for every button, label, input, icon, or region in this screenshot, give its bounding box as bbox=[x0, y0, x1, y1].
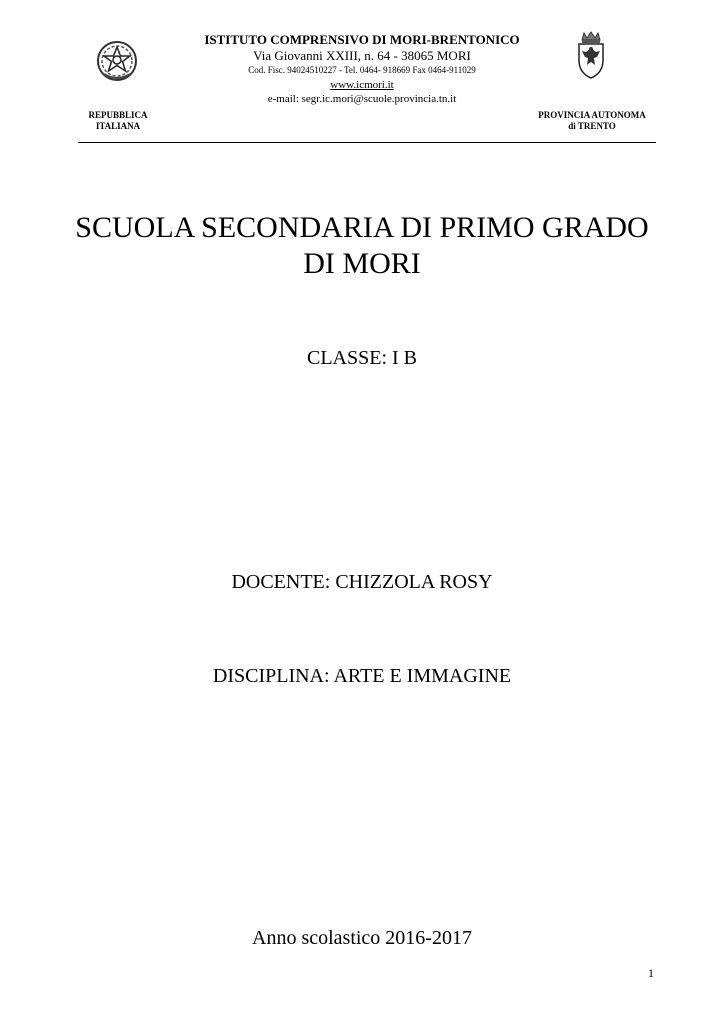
province-label bbox=[524, 110, 660, 132]
page-number: 1 bbox=[648, 966, 654, 980]
republic-label-line2: ITALIANA bbox=[95, 121, 141, 131]
letterhead bbox=[150, 32, 574, 106]
trento-eagle-crest-icon bbox=[574, 30, 608, 80]
title-line-2: DI MORI bbox=[303, 247, 421, 280]
school-website-link[interactable]: www.icmori.it bbox=[330, 79, 394, 91]
subject-line: DISCIPLINA: ARTE E IMMAGINE bbox=[212, 665, 512, 687]
school-contact-codes: Cod. Fisc. 94024510227 - Tel. 0464- 918669 Fax 0464-911029 bbox=[248, 65, 476, 75]
republic-label-line1: REPUBBLICA bbox=[88, 110, 148, 120]
school-address: Via Giovanni XXIII, n. 64 - 38065 MORI bbox=[253, 48, 471, 63]
class-line: CLASSE: I B bbox=[306, 347, 418, 369]
italian-republic-emblem-icon bbox=[96, 40, 138, 82]
header-divider bbox=[78, 142, 656, 143]
school-name: ISTITUTO COMPRENSIVO DI MORI-BRENTONICO bbox=[204, 32, 520, 47]
title-line-1: SCUOLA SECONDARIA DI PRIMO GRADO bbox=[75, 211, 649, 244]
document-title bbox=[40, 210, 684, 282]
province-label-line1: PROVINCIA AUTONOMA bbox=[538, 110, 646, 120]
school-email: e-mail: segr.ic.mori@scuole.provincia.tn.it bbox=[267, 93, 457, 105]
teacher-line: DOCENTE: CHIZZOLA ROSY bbox=[231, 571, 493, 593]
school-year-line: Anno scolastico 2016-2017 bbox=[252, 927, 472, 949]
republic-label bbox=[78, 110, 158, 132]
province-label-line2: di TRENTO bbox=[568, 121, 616, 131]
